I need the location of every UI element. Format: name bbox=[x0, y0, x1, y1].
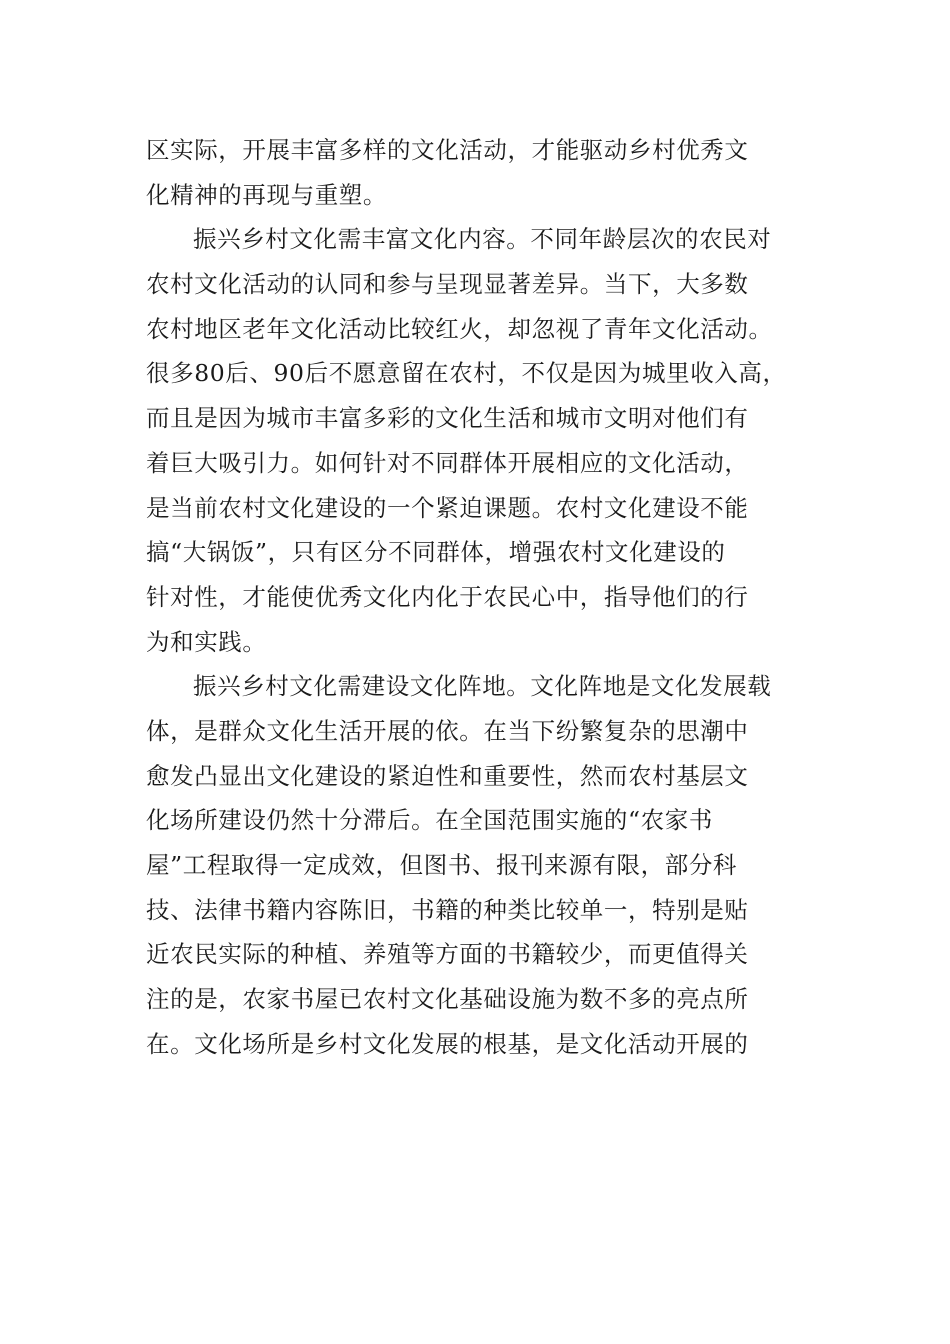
text-line: 体，是群众文化生活开展的依。在当下纷繁复杂的思潮中 bbox=[146, 716, 749, 745]
text-line: 近农民实际的种植、养殖等方面的书籍较少，而更值得关 bbox=[146, 940, 749, 969]
text-line: 为和实践。 bbox=[146, 627, 267, 656]
text-line: 区实际，开展丰富多样的文化活动，才能驱动乡村优秀文 bbox=[146, 136, 749, 164]
text-line: 着巨大吸引力。如何针对不同群体开展相应的文化活动， bbox=[146, 448, 749, 477]
text-line: 农村地区老年文化活动比较红火，却忽视了青年文化活动。 bbox=[146, 314, 773, 343]
text-line: 愈发凸显出文化建设的紧迫性和重要性，然而农村基层文 bbox=[146, 761, 749, 790]
paragraph-start-line: 振兴乡村文化需建设文化阵地。文化阵地是文化发展载 bbox=[193, 672, 772, 701]
body-text bbox=[146, 128, 806, 1066]
text-line: 很多80后、90后不愿意留在农村，不仅是因为城里收入高， bbox=[146, 359, 787, 388]
text-line: 技、法律书籍内容陈旧，书籍的种类比较单一，特别是贴 bbox=[146, 895, 749, 924]
text-line: 屋”工程取得一定成效，但图书、报刊来源有限，部分科 bbox=[146, 851, 738, 879]
text-line: 在。文化场所是乡村文化发展的根基，是文化活动开展的 bbox=[146, 1029, 749, 1058]
paragraph-start-line: 振兴乡村文化需丰富文化内容。不同年龄层次的农民对 bbox=[193, 225, 772, 254]
text-line: 是当前农村文化建设的一个紧迫课题。农村文化建设不能 bbox=[146, 493, 749, 522]
text-line: 注的是，农家书屋已农村文化基础设施为数不多的亮点所 bbox=[146, 985, 749, 1014]
text-line: 农村文化活动的认同和参与呈现显著差异。当下，大多数 bbox=[146, 270, 749, 299]
text-line: 而且是因为城市丰富多彩的文化生活和城市文明对他们有 bbox=[146, 404, 749, 433]
text-line: 化场所建设仍然十分滞后。在全国范围实施的“农家书 bbox=[146, 806, 713, 835]
text-line: 针对性，才能使优秀文化内化于农民心中，指导他们的行 bbox=[146, 582, 749, 611]
text-line: 化精神的再现与重塑。 bbox=[146, 180, 387, 209]
text-line: 搞“大锅饭”，只有区分不同群体，增强农村文化建设的 bbox=[146, 538, 726, 567]
